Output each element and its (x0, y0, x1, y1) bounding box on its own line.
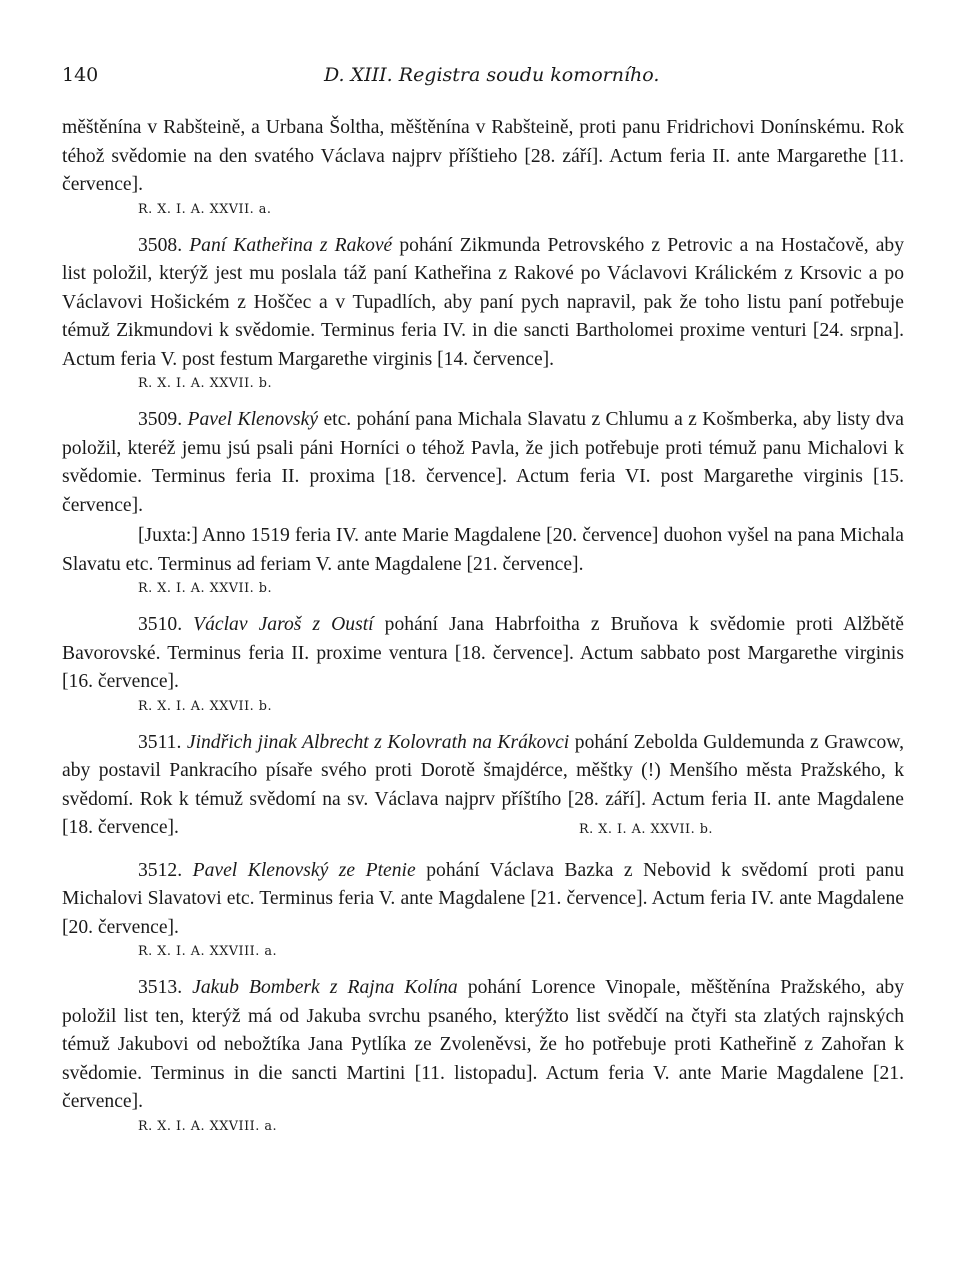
entry-3511 (62, 729, 904, 845)
entry-text: pohání Zebolda Guldemunda z Grawcow, aby postavil Pankracího písaře svého proti Dorotě šmajdérce, měštky (!) Menšího města Pražského, k svědomí. Rok k témuž svědomí na sv. Václava najprv příštího [28. září]. Actum feria II. ante Magdalene [18. července]. (62, 731, 905, 838)
entry-number: 3510. (138, 614, 183, 635)
source-reference: R. X. I. A. XXVII. b. (578, 822, 714, 837)
entry-text: pohání Lorence Vinopale, měštěnína Pražského, aby položil list ten, kterýž má od Jakuba svrchu psaného, kterýžto list svědčí na čtyři sta zlatých rajnských témuž Jakubovi od nebožtíka Jana Pytlíka ze Zvoleněvsi, že ho potřebuje proti Katheřině z Zahořan k svědomie. Terminus in die sancti Martini [11. listopadu]. Actum feria V. ante Marie Magdalene [21. července]. (62, 977, 904, 1112)
entry-3509-juxta: [Juxta:] Anno 1519 feria IV. ante Marie Magdalene [20. července] duohon vyšel na pana Michala Slavatu etc. Terminus ad feriam V. ante Magdalene [21. července]. (62, 525, 904, 575)
entry-text: etc. pohání pana Michala Slavatu z Chlumu a z Košmberka, aby listy dva položil, kteréž jemu jsú psali páni Horníci o téhož Pavla, že jich potřebuje proti témuž panu Michalovi k svědomie. Terminus feria II. proxima [18. července]. Actum feria VI. post Margarethe virginis [15. července]. (62, 409, 905, 516)
document-body (62, 114, 904, 1137)
entry-party-name: Jakub Bomberk z Rajna Kolína (192, 977, 458, 998)
entry-number: 3508. (138, 234, 183, 256)
continued-paragraph: měštěnína v Rabšteině, a Urbana Šoltha, měštěnína v Rabšteině, proti panu Fridrichovi Donínskému. Rok téhož svědomie na den svatého Václava najprv příštieho [28. září]. Actum feria II. ante Margarethe [11. července]. (62, 117, 904, 195)
entry-party-name: Paní Katheřina z Rakové (189, 234, 393, 256)
page-header (62, 64, 898, 94)
source-reference: R. X. I. A. XXVII. b. (138, 376, 273, 391)
entry-party-name: Václav Jaroš z Oustí (193, 614, 374, 635)
entry-number: 3513. (138, 977, 183, 998)
entry-party-name: Pavel Klenovský ze Ptenie (192, 859, 416, 881)
entry-party-name: Jindřich jinak Albrecht z Kolovrath na Krákovci (186, 731, 570, 753)
source-reference: R. X. I. A. XXVII. a. (138, 201, 272, 217)
entry-party-name: Pavel Klenovský (187, 409, 319, 430)
entry-text: pohání Zikmunda Petrovského z Petrovic a na Hostačově, aby list položil, kterýž jest mu poslala táž paní Katheřina z Rakové po Václavovi Králickém z Krsovic a po Václavovi Hošickém z Hoščec a v Tupadlích, aby paní pych napravil, pak že toho listu paní potřebuje témuž Zikmundovi k svědomie. Terminus feria IV. in die sancti Bartholomei proxime venturi [24. srpna]. Actum feria V. post festum Margarethe virginis [14. července]. (62, 234, 904, 370)
entry-3512 (62, 857, 904, 943)
entry-number: 3509. (138, 409, 183, 430)
entry-number: 3511. (138, 731, 182, 753)
entry-text: pohání Jana Habrfoitha z Bruňova k svědomie proti Alžbětě Bavorovské. Terminus feria II. proxime ventura [18. července]. Actum sabbato post Margarethe virginis [16. července]. (62, 614, 904, 692)
entry-text: pohání Václava Bazka z Nebovid k svědomí proti panu Michalovi Slavatovi etc. Terminus feria V. ante Magdalene [21. července]. Actum feria IV. ante Magdalene [20. července]. (62, 859, 904, 938)
source-reference: R. X. I. A. XXVII. b. (138, 698, 273, 714)
entry-3508 (62, 232, 904, 375)
source-reference: R. X. I. A. XXVIII. a. (138, 944, 278, 959)
source-reference: R. X. I. A. XXVIII. a. (138, 1118, 278, 1134)
page-number: 140 (62, 64, 99, 86)
source-reference: R. X. I. A. XXVII. b. (138, 581, 273, 596)
entry-3510 (62, 611, 904, 697)
entry-3509 (62, 406, 904, 520)
running-title: D. XIII. Registra soudu komorního. (324, 64, 660, 86)
entry-3513 (62, 974, 904, 1117)
entry-number: 3512. (138, 859, 183, 881)
